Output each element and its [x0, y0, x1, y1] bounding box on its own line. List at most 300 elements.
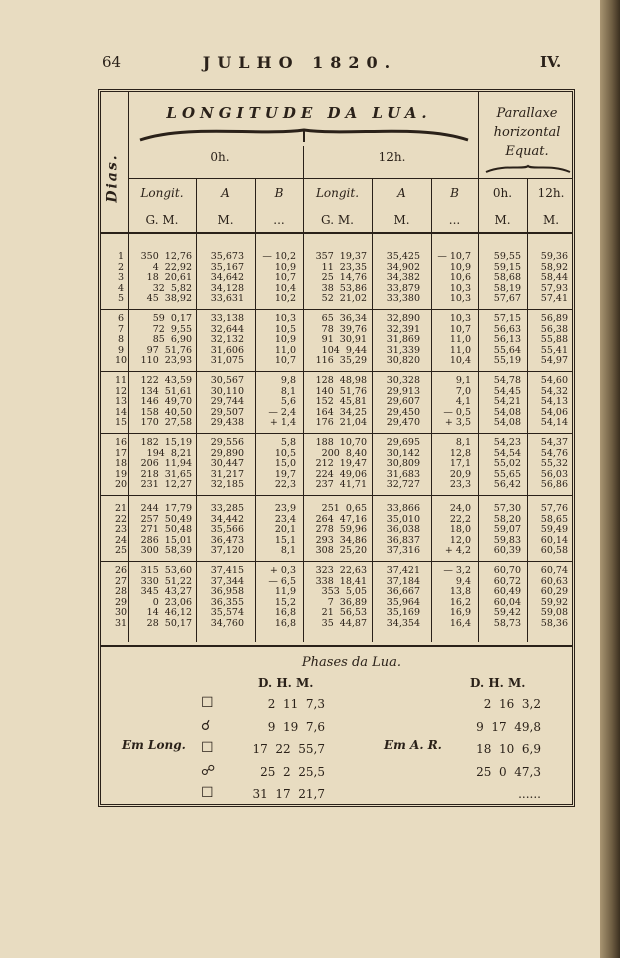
- rule: [101, 232, 573, 234]
- cell-p0: 59,42: [493, 607, 521, 619]
- cell-b12: 9,4: [455, 575, 471, 587]
- cell-a0: 30,110: [210, 385, 244, 397]
- cell-b12: 22,2: [449, 513, 471, 525]
- cell-p0: 56,42: [493, 479, 521, 491]
- cell-a0: 34,128: [210, 282, 244, 294]
- unit: ...: [273, 213, 285, 227]
- cell-p12: 58,44: [540, 272, 568, 284]
- day-number: 9: [117, 344, 125, 356]
- cell-long12: 116 35,29: [315, 355, 367, 367]
- cell-b12: 10,3: [449, 313, 471, 324]
- phases-title: Phases da Lua.: [301, 655, 402, 670]
- cell-long0: 14 46,12: [146, 607, 192, 619]
- day-number: 1: [117, 251, 125, 262]
- parallax-header: Parallaxe horizontal Equat.: [493, 106, 561, 159]
- cell-a0: 30,567: [210, 375, 244, 386]
- cell-p12: 59,36: [540, 251, 568, 262]
- day-number: 7: [117, 323, 125, 335]
- cell-a12: 37,421: [386, 565, 420, 576]
- cell-b0: 10,5: [274, 447, 296, 459]
- cell-a12: 29,695: [386, 437, 420, 448]
- cell-a12: 34,382: [386, 272, 420, 284]
- cell-a0: 30,447: [210, 458, 244, 470]
- cell-p12: 55,41: [540, 344, 568, 356]
- moon-phase-icon: ☐: [201, 785, 214, 801]
- cell-b0: 10,9: [274, 261, 296, 273]
- phase-time-ar: 25 0 47,3: [476, 764, 541, 779]
- cell-p0: 60,04: [493, 596, 521, 608]
- brace-ornament: [138, 122, 470, 148]
- cell-long0: 315 53,60: [140, 565, 192, 576]
- cell-a0: 34,442: [210, 513, 244, 525]
- cell-p0: 55,19: [493, 355, 521, 367]
- cell-p12: 55,32: [540, 458, 568, 470]
- col-b-12: B: [450, 186, 459, 200]
- col-longit-0: Longit.: [140, 186, 184, 200]
- cell-p12: 54,97: [540, 355, 568, 367]
- cell-long12: 188 10,70: [315, 437, 367, 448]
- cell-p12: 60,63: [540, 575, 568, 587]
- day-number: 19: [114, 468, 128, 480]
- cell-p0: 54,08: [493, 417, 521, 429]
- cell-b0: + 0,3: [269, 565, 296, 576]
- day-number: 26: [114, 565, 128, 576]
- cell-b12: 10,7: [449, 323, 471, 335]
- cell-a0: 35,574: [210, 607, 244, 619]
- cell-long0: 4 22,92: [152, 261, 192, 273]
- cell-long12: 251 0,65: [321, 503, 367, 514]
- moon-phase-icon: ☍: [201, 762, 216, 779]
- cell-a0: 35,167: [210, 261, 244, 273]
- cell-p12: 60,29: [540, 586, 568, 598]
- cell-a0: 33,138: [210, 313, 244, 324]
- cell-b12: 12,0: [449, 534, 471, 546]
- cell-b12: 12,8: [449, 447, 471, 459]
- day-number: 29: [114, 596, 128, 608]
- cell-b12: 8,1: [455, 437, 471, 448]
- rule: [431, 178, 432, 642]
- moon-phase-icon: ☐: [201, 740, 214, 756]
- cell-long12: 140 51,76: [315, 385, 367, 397]
- cell-long0: 218 31,65: [140, 468, 192, 480]
- cell-p0: 54,45: [493, 385, 521, 397]
- cell-b0: — 2,4: [268, 406, 296, 418]
- cell-a0: 35,673: [210, 251, 244, 262]
- cell-long12: 91 30,91: [321, 334, 367, 346]
- cell-b12: — 0,5: [443, 406, 471, 418]
- cell-b0: 23,4: [274, 513, 296, 525]
- cell-a12: 29,470: [386, 417, 420, 429]
- day-number: 20: [114, 479, 128, 491]
- cell-a12: 35,964: [386, 596, 420, 608]
- cell-b0: 15,2: [274, 596, 296, 608]
- cell-long12: 104 9,44: [321, 344, 367, 356]
- cell-b0: 5,8: [280, 437, 296, 448]
- phase-time-long: 2 11 7,3: [267, 697, 325, 711]
- cell-a12: 30,809: [386, 458, 420, 470]
- cell-p12: 60,58: [540, 545, 568, 557]
- cell-p0: 58,73: [493, 618, 521, 629]
- day-number: 8: [117, 334, 125, 346]
- page-number: 64: [102, 53, 122, 71]
- cell-a0: 37,120: [210, 545, 244, 557]
- cell-long0: 110 23,93: [140, 355, 192, 367]
- days-header: Dias.: [104, 153, 121, 203]
- cell-b12: 16,4: [449, 618, 471, 629]
- cell-b12: 18,0: [449, 524, 471, 536]
- cell-p12: 56,86: [540, 479, 568, 491]
- cell-a0: 32,185: [210, 479, 244, 491]
- cell-a0: 32,644: [210, 323, 244, 335]
- cell-p12: 58,92: [540, 261, 568, 273]
- cell-p12: 56,03: [540, 468, 568, 480]
- rule: [527, 178, 528, 642]
- cell-long0: 122 43,59: [140, 375, 192, 386]
- col-longit-12: Longit.: [315, 186, 360, 200]
- month-title: JULHO 1820.: [202, 53, 398, 72]
- cell-p0: 58,19: [493, 282, 521, 294]
- cell-long0: 158 40,50: [140, 406, 192, 418]
- cell-long12: 128 48,98: [315, 375, 367, 386]
- cell-long12: 224 49,06: [315, 468, 367, 480]
- cell-b0: 5,6: [280, 396, 296, 408]
- cell-b12: 16,9: [449, 607, 471, 619]
- cell-b12: 10,9: [449, 261, 471, 273]
- cell-long12: 237 41,71: [315, 479, 367, 491]
- cell-long12: 308 25,20: [315, 545, 367, 557]
- cell-b0: 23,9: [274, 503, 296, 514]
- cell-long12: 338 18,41: [315, 575, 367, 587]
- rule: [372, 178, 373, 642]
- cell-p12: 57,93: [540, 282, 568, 294]
- hour-12-label: 12h.: [378, 150, 406, 164]
- group-rule: [101, 309, 573, 310]
- em-ar-label: Em A. R.: [384, 738, 442, 752]
- cell-b12: — 10,7: [437, 251, 471, 262]
- cell-long12: 278 59,96: [315, 524, 367, 536]
- cell-long12: 353 5,05: [321, 586, 367, 598]
- cell-p12: 59,92: [540, 596, 568, 608]
- cell-p12: 58,36: [540, 618, 568, 629]
- cell-p0: 59,07: [493, 524, 521, 536]
- cell-b12: + 3,5: [444, 417, 471, 429]
- cell-b12: 9,1: [455, 375, 471, 386]
- cell-long12: 11 23,35: [321, 261, 367, 273]
- cell-a0: 37,344: [210, 575, 244, 587]
- cell-a12: 30,328: [386, 375, 420, 386]
- phase-time-ar: 9 17 49,8: [476, 719, 541, 734]
- cell-long12: 25 14,76: [321, 272, 367, 284]
- cell-long12: 152 45,81: [315, 396, 367, 408]
- cell-p12: 54,76: [540, 447, 568, 459]
- cell-a12: 37,316: [386, 545, 420, 557]
- cell-b0: 10,7: [274, 355, 296, 367]
- cell-a12: 31,869: [386, 334, 420, 346]
- phase-time-long: 9 19 7,6: [267, 719, 325, 734]
- day-number: 22: [114, 513, 128, 525]
- cell-b12: 24,0: [449, 503, 471, 514]
- cell-long0: 194 8,21: [146, 447, 192, 459]
- cell-p0: 54,21: [493, 396, 521, 408]
- cell-b0: 8,1: [280, 385, 296, 397]
- cell-a12: 29,913: [386, 385, 420, 397]
- cell-a0: 29,438: [210, 417, 244, 429]
- cell-b0: 15,1: [274, 534, 296, 546]
- cell-a12: 32,890: [386, 313, 420, 324]
- cell-p0: 60,49: [493, 586, 521, 598]
- cell-long0: 244 17,79: [140, 503, 192, 514]
- cell-a12: 30,142: [386, 447, 420, 459]
- hour-0-label: 0h.: [210, 150, 230, 164]
- day-number: 31: [114, 618, 128, 629]
- phase-time-ar: 2 16 3,2: [483, 697, 541, 711]
- unit: M.: [542, 213, 560, 227]
- cell-p12: 54,13: [540, 396, 568, 408]
- cell-p0: 55,64: [493, 344, 521, 356]
- cell-long12: 35 44,87: [321, 618, 367, 629]
- cell-long12: 7 36,89: [327, 596, 367, 608]
- cell-a0: 34,642: [210, 272, 244, 284]
- cell-a0: 34,760: [210, 618, 244, 629]
- cell-b0: 11,0: [274, 344, 296, 356]
- cell-a12: 31,683: [386, 468, 420, 480]
- cell-long0: 231 12,27: [140, 479, 192, 491]
- cell-p12: 60,74: [540, 565, 568, 576]
- cell-a0: 29,556: [210, 437, 244, 448]
- cell-a12: 31,339: [386, 344, 420, 356]
- cell-b12: 11,0: [449, 334, 471, 346]
- cell-a12: 32,727: [386, 479, 420, 491]
- cell-long0: 257 50,49: [140, 513, 192, 525]
- day-number: 5: [117, 293, 125, 305]
- cell-p0: 58,68: [493, 272, 521, 284]
- cell-a12: 30,820: [386, 355, 420, 367]
- cell-p0: 57,15: [493, 313, 521, 324]
- moon-phase-icon: ☐: [201, 695, 214, 711]
- cell-a0: 29,744: [210, 396, 244, 408]
- cell-b0: 10,9: [274, 334, 296, 346]
- cell-p12: 60,14: [540, 534, 568, 546]
- cell-a12: 37,184: [386, 575, 420, 587]
- cell-long0: 300 58,39: [140, 545, 192, 557]
- cell-long0: 271 50,48: [140, 524, 192, 536]
- cell-long12: 78 39,76: [321, 323, 367, 335]
- phase-time-long: 17 22 55,7: [252, 742, 325, 756]
- cell-b0: 10,4: [274, 282, 296, 294]
- cell-p0: 55,02: [493, 458, 521, 470]
- cell-long0: 45 38,92: [146, 293, 192, 305]
- day-number: 12: [114, 385, 128, 397]
- day-number: 2: [117, 261, 125, 273]
- day-number: 21: [114, 503, 128, 514]
- cell-b0: 19,7: [274, 468, 296, 480]
- phase-time-ar: ......: [518, 787, 541, 801]
- cell-b12: 16,2: [449, 596, 471, 608]
- cell-p12: 54,60: [540, 375, 568, 386]
- cell-p0: 59,15: [493, 261, 521, 273]
- cell-p12: 57,76: [540, 503, 568, 514]
- cell-a0: 33,631: [210, 293, 244, 305]
- cell-p0: 54,23: [493, 437, 521, 448]
- cell-a12: 33,866: [386, 503, 420, 514]
- cell-long0: 345 43,27: [140, 586, 192, 598]
- cell-p12: 54,37: [540, 437, 568, 448]
- cell-p12: 58,65: [540, 513, 568, 525]
- cell-b0: 20,1: [274, 524, 296, 536]
- cell-b12: 13,8: [449, 586, 471, 598]
- day-number: 13: [114, 396, 128, 408]
- cell-p12: 57,41: [540, 293, 568, 305]
- cell-b0: + 1,4: [269, 417, 296, 429]
- cell-a12: 29,607: [386, 396, 420, 408]
- cell-long0: 182 15,19: [140, 437, 192, 448]
- cell-long0: 330 51,22: [140, 575, 192, 587]
- cell-long12: 200 8,40: [321, 447, 367, 459]
- cell-b0: — 10,2: [262, 251, 296, 262]
- cell-a12: 32,391: [386, 323, 420, 335]
- cell-long12: 264 47,16: [315, 513, 367, 525]
- cell-b12: 10,3: [449, 293, 471, 305]
- unit: G. M.: [145, 213, 179, 227]
- unit: M.: [494, 213, 511, 227]
- rule: [478, 92, 479, 642]
- cell-b12: 23,3: [449, 479, 471, 491]
- cell-long0: 206 11,94: [140, 458, 192, 470]
- col-a-0: A: [221, 186, 230, 200]
- cell-a0: 36,958: [210, 586, 244, 598]
- cell-long12: 164 34,25: [315, 406, 367, 418]
- cell-long0: 146 49,70: [140, 396, 192, 408]
- cell-p0: 57,67: [493, 293, 521, 305]
- group-rule: [101, 561, 573, 562]
- cell-a0: 29,507: [210, 406, 244, 418]
- cell-long12: 176 21,04: [315, 417, 367, 429]
- cell-long0: 18 20,61: [146, 272, 192, 284]
- cell-p12: 55,88: [540, 334, 568, 346]
- cell-long12: 52 21,02: [321, 293, 367, 305]
- cell-a12: 35,169: [386, 607, 420, 619]
- col-a-12: A: [397, 186, 406, 200]
- day-number: 4: [117, 282, 125, 294]
- cell-long12: 21 56,53: [321, 607, 367, 619]
- cell-long12: 212 19,47: [315, 458, 367, 470]
- cell-a0: 33,285: [210, 503, 244, 514]
- cell-long0: 85 6,90: [152, 334, 192, 346]
- cell-p12: 56,38: [540, 323, 568, 335]
- rule: [255, 178, 256, 642]
- cell-long0: 28 50,17: [146, 618, 192, 629]
- cell-long0: 59 0,17: [152, 313, 192, 324]
- cell-long12: 65 36,34: [321, 313, 367, 324]
- cell-b0: 11,9: [274, 586, 296, 598]
- cell-p0: 56,13: [493, 334, 521, 346]
- cell-long0: 134 51,61: [140, 385, 192, 397]
- cell-b0: 10,5: [274, 323, 296, 335]
- cell-long12: 323 22,63: [315, 565, 367, 576]
- cell-p12: 56,89: [540, 313, 568, 324]
- cell-b0: 10,2: [274, 293, 296, 305]
- cell-long0: 286 15,01: [140, 534, 192, 546]
- cell-p0: 59,55: [493, 251, 521, 262]
- cell-a0: 36,473: [210, 534, 244, 546]
- cell-b0: 15,0: [274, 458, 296, 470]
- section-number: IV.: [540, 53, 562, 71]
- day-number: 24: [114, 534, 128, 546]
- cell-b12: 11,0: [449, 344, 471, 356]
- cell-b0: 9,8: [280, 375, 296, 386]
- cell-b12: + 4,2: [444, 545, 471, 557]
- brace-ornament-small: [484, 162, 572, 176]
- day-number: 23: [114, 524, 128, 536]
- day-number: 10: [114, 355, 128, 367]
- cell-a12: 29,450: [386, 406, 420, 418]
- cell-a12: 35,010: [386, 513, 420, 525]
- day-number: 6: [117, 313, 125, 324]
- cell-b0: 10,7: [274, 272, 296, 284]
- cell-long12: 293 34,86: [315, 534, 367, 546]
- cell-a0: 31,606: [210, 344, 244, 356]
- cell-b12: 10,4: [449, 355, 471, 367]
- dhm-header-right: D. H. M.: [470, 676, 526, 690]
- dhm-header-left: D. H. M.: [258, 676, 314, 690]
- cell-long0: 97 51,76: [146, 344, 192, 356]
- cell-a0: 32,132: [210, 334, 244, 346]
- cell-p0: 57,30: [493, 503, 521, 514]
- cell-a0: 35,566: [210, 524, 244, 536]
- cell-long0: 72 9,55: [152, 323, 192, 335]
- unit: M.: [217, 213, 234, 227]
- cell-p0: 55,65: [493, 468, 521, 480]
- cell-p0: 60,39: [493, 545, 521, 557]
- cell-a12: 34,902: [386, 261, 420, 273]
- day-number: 16: [114, 437, 128, 448]
- cell-p0: 54,78: [493, 375, 521, 386]
- running-header: [0, 53, 600, 77]
- cell-long0: 350 12,76: [140, 251, 192, 262]
- phase-time-ar: 18 10 6,9: [476, 742, 541, 756]
- cell-p0: 54,08: [493, 406, 521, 418]
- cell-a12: 33,380: [386, 293, 420, 305]
- cell-b0: 8,1: [280, 545, 296, 557]
- cell-p0: 54,54: [493, 447, 521, 459]
- unit: ...: [448, 213, 461, 227]
- day-number: 15: [114, 417, 128, 429]
- cell-p0: 58,20: [493, 513, 521, 525]
- cell-b12: 10,6: [449, 272, 471, 284]
- moon-phase-icon: ☌: [201, 717, 211, 734]
- day-number: 17: [114, 447, 128, 459]
- cell-p12: 59,49: [540, 524, 568, 536]
- cell-a0: 31,075: [210, 355, 244, 367]
- cell-a12: 36,837: [386, 534, 420, 546]
- group-rule: [101, 495, 573, 496]
- cell-a0: 36,355: [210, 596, 244, 608]
- unit: G. M.: [321, 213, 354, 227]
- day-number: 18: [114, 458, 128, 470]
- cell-a12: 33,879: [386, 282, 420, 294]
- cell-b0: 16,8: [274, 607, 296, 619]
- col-par-0: 0h.: [492, 186, 513, 200]
- cell-p12: 54,14: [540, 417, 568, 429]
- cell-a0: 37,415: [210, 565, 244, 576]
- cell-a12: 35,425: [386, 251, 420, 262]
- cell-p12: 54,06: [540, 406, 568, 418]
- day-number: 25: [114, 545, 128, 557]
- col-b-0: B: [274, 186, 284, 200]
- day-number: 27: [114, 575, 128, 587]
- col-par-12: 12h.: [537, 186, 565, 200]
- cell-a0: 31,217: [210, 468, 244, 480]
